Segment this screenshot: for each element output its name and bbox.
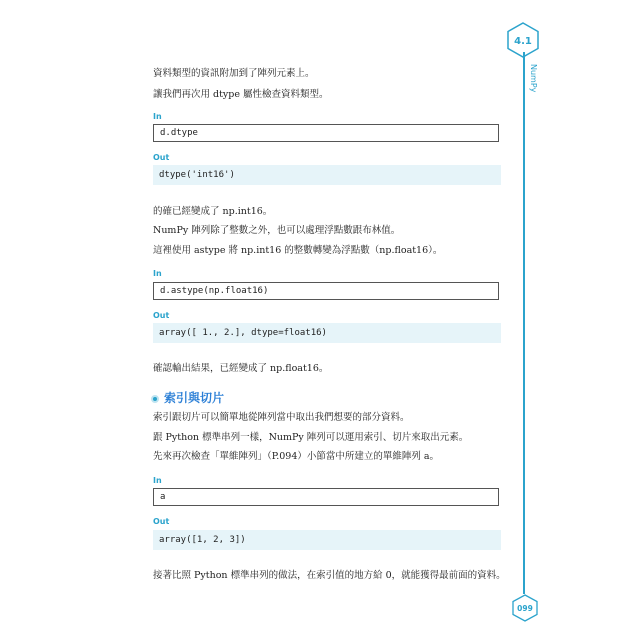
paragraph: 確認輸出結果，已經變成了 np.float16。: [153, 363, 329, 374]
paragraph: 先來再次檢查「單維陣列」（P.094）小節當中所建立的單維陣列 a。: [153, 451, 440, 462]
code-input-block: d.astype(np.float16): [153, 282, 499, 300]
input-label: In: [153, 112, 162, 121]
paragraph: 索引跟切片可以簡單地從陣列當中取出我們想要的部分資料。: [153, 412, 410, 423]
input-label: In: [153, 269, 162, 278]
paragraph: NumPy 陣列除了整數之外，也可以處理浮點數跟布林值。: [153, 225, 401, 236]
paragraph: 資料類型的資訊附加到了陣列元素上。: [153, 68, 315, 79]
paragraph: 跟 Python 標準串列一樣，NumPy 陣列可以運用索引、切片來取出元素。: [153, 432, 469, 443]
heading-bullet-icon: [151, 395, 159, 403]
code-input-block: a: [153, 488, 499, 506]
section-heading: [151, 389, 224, 406]
output-label: Out: [153, 311, 170, 320]
input-label: In: [153, 476, 162, 485]
section-heading-text: 索引與切片: [164, 391, 225, 405]
page-number-badge-icon: [511, 594, 539, 622]
paragraph: 這裡使用 astype 將 np.int16 的整數轉變為浮點數（np.float16）。: [153, 245, 443, 256]
paragraph: 讓我們再次用 dtype 屬性檢查資料類型。: [153, 89, 329, 100]
code-output-block: array([ 1., 2.], dtype=float16): [153, 323, 501, 343]
margin-rule: [523, 52, 525, 594]
paragraph: 接著比照 Python 標準串列的做法，在索引值的地方給 0，就能獲得最前面的資料。: [153, 570, 506, 581]
code-input-block: d.dtype: [153, 124, 499, 142]
output-label: Out: [153, 517, 170, 526]
chapter-number: 4.1: [514, 36, 532, 47]
output-label: Out: [153, 153, 170, 162]
code-output-block: dtype('int16'): [153, 165, 501, 185]
code-output-block: array([1, 2, 3]): [153, 530, 501, 550]
paragraph: 的確已經變成了 np.int16。: [153, 206, 273, 217]
page-number: 099: [517, 604, 533, 613]
running-title: NumPy: [529, 64, 538, 93]
